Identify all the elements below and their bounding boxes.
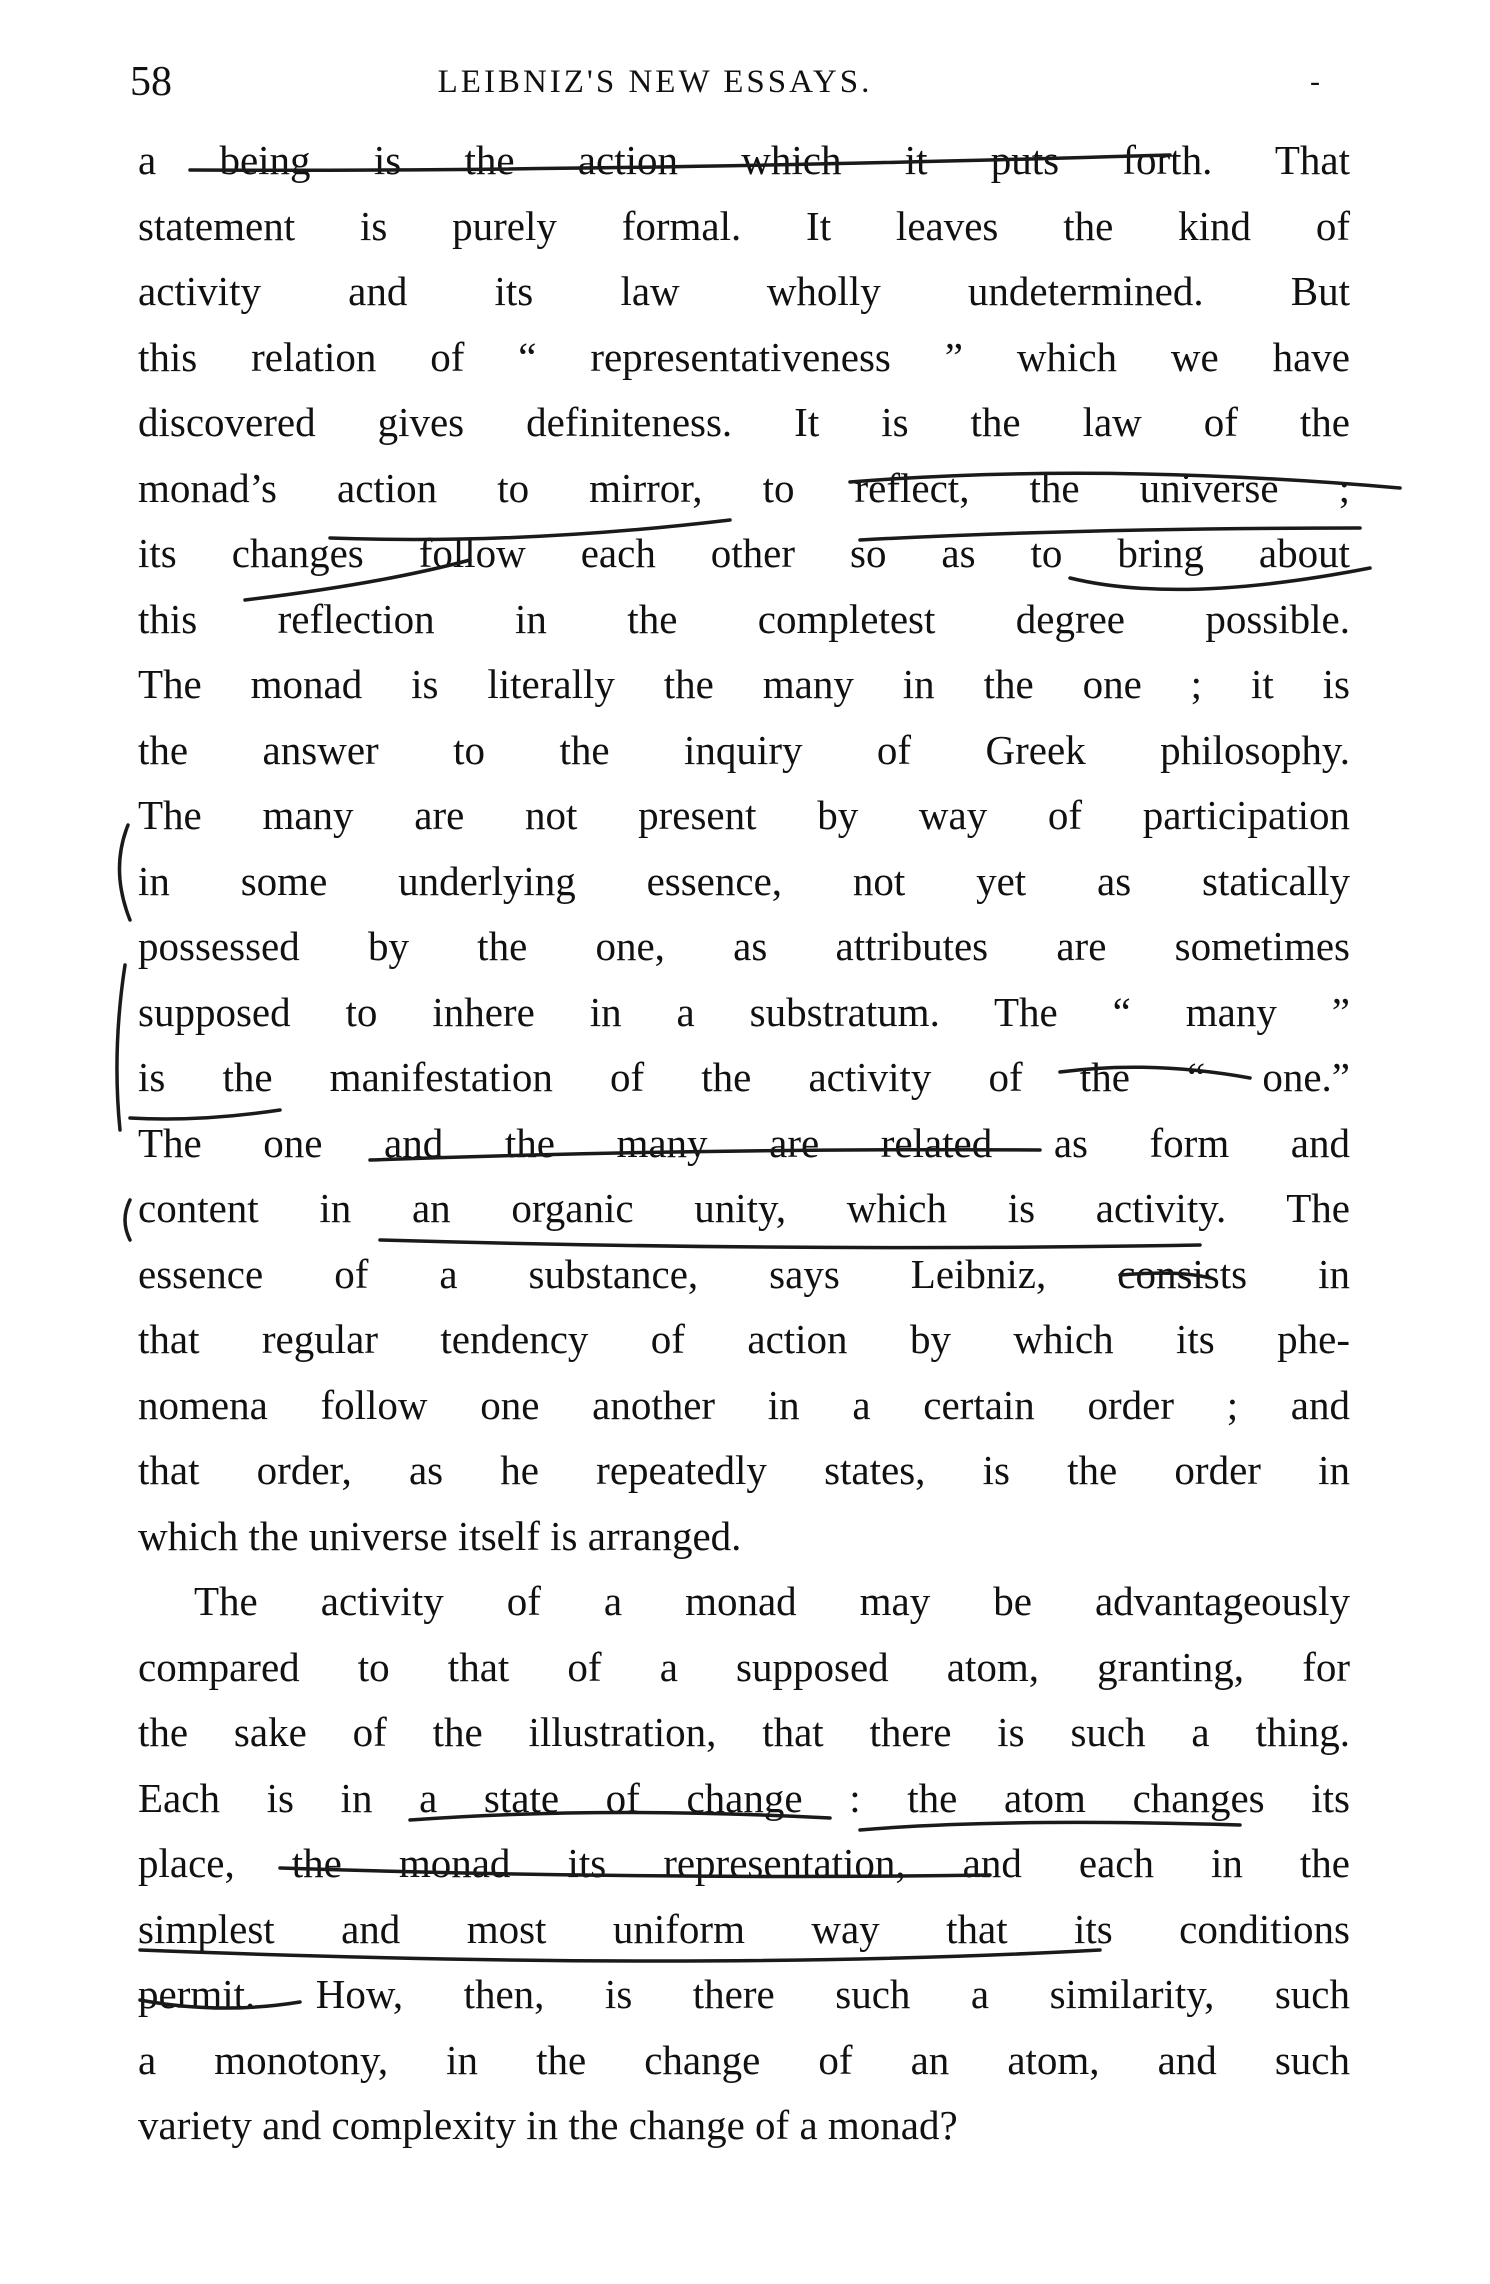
text-line: a monotony, in the change of an atom, and such — [138, 2036, 1350, 2083]
text-line: in some underlying essence, not yet as statically — [138, 857, 1350, 904]
text-line: which the universe itself is arranged. — [138, 1512, 742, 1559]
text-line: a being is the action which it puts forth. That — [138, 137, 1350, 183]
page-header — [130, 52, 1350, 112]
header-stray-mark: - — [1310, 65, 1320, 98]
page-number: 58 — [130, 59, 172, 105]
text-line: variety and complexity in the change of a monad? — [138, 2102, 958, 2148]
text-line: activity and its law wholly undetermined. But — [138, 268, 1350, 314]
text-line: this relation of “ representativeness ” which we have — [138, 333, 1350, 380]
text-line: the answer to the inquiry of Greek philosophy. — [138, 726, 1350, 773]
pen-bracket — [119, 825, 130, 920]
text-line: permit. How, then, is there such a similarity, such — [138, 1971, 1350, 2017]
text-line: The many are not present by way of participation — [138, 792, 1350, 838]
text-line: the sake of the illustration, that there is such a thing. — [138, 1709, 1350, 1755]
text-line: essence of a substance, says Leibniz, consists in — [138, 1250, 1350, 1297]
text-line: statement is purely formal. It leaves the kind of — [138, 202, 1350, 249]
paragraph-2 — [138, 1569, 1350, 2159]
text-line: possessed by the one, as attributes are sometimes — [138, 923, 1350, 969]
text-line: supposed to inhere in a substratum. The “ many ” — [138, 988, 1350, 1035]
text-line: that regular tendency of action by which its phe- — [138, 1316, 1350, 1362]
text-line: content in an organic unity, which is activity. The — [138, 1185, 1350, 1231]
text-line: monad’s action to mirror, to reflect, the universe ; — [138, 464, 1350, 511]
text-line: place, the monad its representation, and each in the — [138, 1840, 1350, 1886]
running-title: LEIBNIZ'S NEW ESSAYS. — [437, 64, 873, 100]
text-line: that order, as he repeatedly states, is the order in — [138, 1447, 1350, 1493]
text-line: simplest and most uniform way that its conditions — [138, 1905, 1350, 1952]
text-line: this reflection in the completest degree possible. — [138, 595, 1350, 642]
text-line: discovered gives definiteness. It is the law of the — [138, 399, 1350, 445]
pen-bracket — [125, 1200, 130, 1240]
text-line: Each is in a state of change : the atom changes its — [138, 1774, 1350, 1821]
text-line: The one and the many are related as form and — [138, 1119, 1350, 1166]
paragraph-1 — [138, 128, 1350, 1569]
text-line: compared to that of a supposed atom, granting, for — [138, 1643, 1350, 1690]
body-text — [138, 128, 1350, 2159]
text-line: its changes follow each other so as to bring about — [138, 530, 1350, 576]
text-line: The activity of a monad may be advantageously — [194, 1578, 1350, 1624]
text-line: is the manifestation of the activity of the “ one.” — [138, 1054, 1350, 1100]
text-line: nomena follow one another in a certain order ; and — [138, 1381, 1350, 1428]
pen-bracket — [117, 965, 125, 1130]
text-line: The monad is literally the many in the one ; it is — [138, 661, 1350, 707]
